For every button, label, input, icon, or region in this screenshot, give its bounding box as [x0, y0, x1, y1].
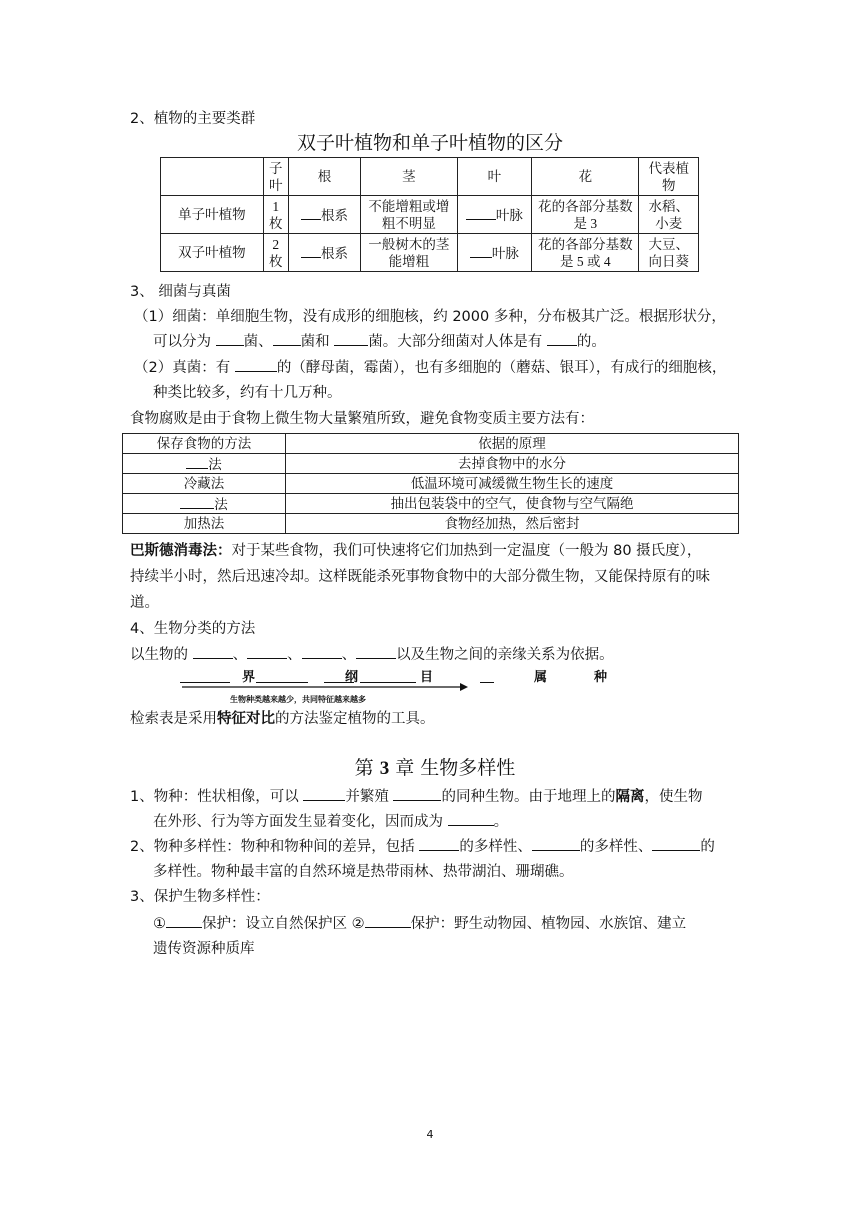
cell-flower: 花的各部分基数是 5 或 4	[532, 234, 639, 272]
food-preservation-table	[122, 433, 739, 534]
rank-kingdom: 界	[242, 670, 256, 685]
text-span: 1、物种：性状相像，可以	[130, 789, 304, 805]
page-number: 4	[426, 1128, 434, 1141]
row-label: 单子叶植物	[161, 196, 264, 234]
cell-text: 叶脉	[491, 246, 519, 261]
cell-cotyledon: 2枚	[263, 234, 288, 272]
fill-blank[interactable]	[235, 357, 277, 372]
text-span: 检索表是采用	[130, 711, 217, 727]
diversity-line2: 多样性。物种最丰富的自然环境是热带雨林、热带湖泊、珊瑚礁。	[153, 864, 574, 880]
header-cell: 根	[288, 158, 361, 196]
fill-blank[interactable]	[365, 913, 411, 928]
text-span: 的多样性、	[579, 839, 653, 855]
text-span: 第	[354, 757, 380, 779]
cell-text: 根系	[320, 208, 348, 223]
method-cell	[123, 494, 286, 514]
table-row	[161, 234, 699, 272]
reason-cell: 抽出包装袋中的空气，使食物与空气隔绝	[286, 494, 739, 514]
text-span: 以生物的	[130, 647, 193, 663]
section-heading-plant-groups: 2、植物的主要类群	[130, 111, 256, 127]
text-span: 的	[700, 839, 715, 855]
header-cell	[161, 158, 264, 196]
species-line2	[153, 811, 763, 833]
food-spoilage-intro: 食物腐败是由于食物上微生物大量繁殖所致，避免食物变质主要方法有：	[130, 411, 594, 427]
text-span: ①	[153, 916, 166, 932]
fill-blank[interactable]	[247, 644, 287, 659]
text-span: （2）真菌：有	[134, 360, 235, 376]
text-span: 、	[341, 647, 357, 663]
text-span: 菌、	[243, 334, 273, 350]
text-span: 、	[287, 647, 302, 663]
cell-example: 大豆、向日葵	[639, 234, 699, 272]
fungi-paragraph-line2: 种类比较多，约有十几万种。	[153, 385, 342, 401]
fill-blank[interactable]	[480, 668, 494, 683]
cell-root	[288, 196, 361, 234]
fill-blank[interactable]	[256, 668, 296, 683]
fill-blank[interactable]	[334, 331, 368, 346]
text-span: 以及生物之间的亲缘关系为依据。	[396, 647, 614, 663]
table-row	[123, 514, 739, 534]
reason-cell: 低温环境可减缓微生物生长的速度	[286, 474, 739, 494]
cell-root	[288, 234, 361, 272]
text-span: ，使生物	[644, 789, 703, 805]
fill-blank[interactable]	[652, 836, 700, 851]
cell-stem: 一般树木的茎能增粗	[361, 234, 457, 272]
text-span: 在外形、行为等方面发生显着变化，因而成为	[153, 814, 448, 830]
reason-cell: 去掉食物中的水分	[286, 454, 739, 474]
text-span: 可以分为	[153, 334, 216, 350]
emphasis-text: 特征对比	[217, 711, 275, 727]
fill-blank[interactable]	[547, 331, 577, 346]
pasteurization-line1	[130, 540, 740, 562]
cell-text: 法	[214, 497, 228, 512]
arrow-note: 生物种类越来越少，共同特征越来越多	[230, 695, 366, 704]
arrow-icon	[180, 682, 470, 692]
rank-species: 种	[594, 670, 608, 685]
rank-genus: 属	[534, 670, 548, 685]
pasteurization-label: 巴斯德消毒法：	[130, 543, 232, 559]
classification-basis-line	[130, 644, 740, 666]
cell-leaf	[457, 234, 532, 272]
bacteria-paragraph-line1: （1）细菌：单细胞生物，没有成形的细胞核，约 2000 多种，分布极其广泛。根据形状分，	[134, 309, 726, 325]
taxonomy-hierarchy	[180, 664, 640, 708]
cell-example: 水稻、小麦	[639, 196, 699, 234]
fill-blank[interactable]	[186, 454, 208, 469]
header-cell: 依据的原理	[286, 434, 739, 454]
section-heading-bacteria-fungi: 3、 细菌与真菌	[130, 284, 231, 300]
protection-heading: 3、保护生物多样性：	[130, 889, 270, 905]
key-method-line	[130, 708, 740, 730]
fill-blank[interactable]	[216, 331, 244, 346]
method-cell: 加热法	[123, 514, 286, 534]
bacteria-paragraph-line2	[153, 331, 763, 353]
text-span: 保护：野生动物园、植物园、水族馆、建立	[410, 916, 687, 932]
species-line1	[130, 786, 740, 808]
fill-blank[interactable]	[532, 836, 580, 851]
table-row	[161, 196, 699, 234]
text-span: 对于某些食物，我们可快速将它们加热到一定温度（一般为 80 摄氏度），	[231, 543, 702, 559]
header-cell: 花	[532, 158, 639, 196]
text-span: 2、物种多样性：物种和物种间的差异，包括	[130, 839, 420, 855]
text-span: 、	[232, 647, 248, 663]
table-header-row	[161, 158, 699, 196]
pasteurization-line2: 持续半小时，然后迅速冷却。这样既能杀死事物食物中的大部分微生物，又能保持原有的味	[130, 569, 710, 585]
plant-comparison-table	[160, 157, 699, 272]
text-span: 并繁殖	[345, 789, 394, 805]
table-title: 双子叶植物和单子叶植物的区分	[296, 132, 563, 154]
fill-blank[interactable]	[180, 668, 230, 683]
rank-class: 纲	[345, 670, 359, 685]
text-span: 章 生物多样性	[389, 757, 516, 779]
cell-text: 根系	[320, 246, 348, 261]
fill-blank[interactable]	[301, 243, 321, 258]
section-heading-classification: 4、生物分类的方法	[130, 621, 256, 637]
table-row	[123, 494, 739, 514]
fill-blank[interactable]	[180, 494, 214, 509]
protection-line2: 遗传资源种质库	[153, 941, 255, 957]
fill-blank[interactable]	[466, 205, 496, 220]
fill-blank[interactable]	[273, 331, 301, 346]
table-row	[123, 474, 739, 494]
diversity-line1	[130, 836, 740, 858]
fill-blank[interactable]	[294, 668, 308, 683]
cell-stem: 不能增粗或增粗不明显	[361, 196, 457, 234]
fill-blank[interactable]	[470, 243, 492, 258]
text-span: 的。	[576, 334, 606, 350]
text-span: 的方法鉴定植物的工具。	[275, 711, 435, 727]
reason-cell: 食物经加热，然后密封	[286, 514, 739, 534]
rank-order: 目	[420, 670, 434, 685]
chapter-number: 3	[379, 758, 390, 779]
chapter-title	[130, 755, 740, 782]
text-span: 菌和	[300, 334, 335, 350]
cell-flower: 花的各部分基数是 3	[532, 196, 639, 234]
header-cell: 叶	[457, 158, 532, 196]
method-cell	[123, 454, 286, 474]
header-cell: 茎	[361, 158, 457, 196]
fill-blank[interactable]	[356, 644, 396, 659]
fill-blank[interactable]	[166, 913, 202, 928]
fill-blank[interactable]	[303, 786, 345, 801]
pasteurization-line3: 道。	[130, 595, 159, 611]
text-span: 。	[493, 814, 509, 830]
fill-blank[interactable]	[448, 811, 494, 826]
fill-blank[interactable]	[419, 836, 459, 851]
emphasis-text: 隔离	[615, 789, 645, 805]
cell-text: 叶脉	[495, 208, 523, 223]
fill-blank[interactable]	[393, 786, 441, 801]
cell-text: 法	[208, 457, 222, 472]
header-cell: 子叶	[263, 158, 288, 196]
header-cell: 代表植物	[639, 158, 699, 196]
text-span: 菌。大部分细菌对人体是有	[368, 334, 547, 350]
text-span: 的多样性、	[459, 839, 532, 855]
table-row	[123, 454, 739, 474]
row-label: 双子叶植物	[161, 234, 264, 272]
fill-blank[interactable]	[302, 644, 342, 659]
fill-blank[interactable]	[193, 644, 233, 659]
text-span: 保护：设立自然保护区 ②	[202, 916, 365, 932]
fill-blank[interactable]	[301, 205, 321, 220]
text-span: 的（酵母菌，霉菌），也有多细胞的（蘑菇、银耳），有成行的细胞核，	[276, 360, 727, 376]
fill-blank[interactable]	[360, 668, 416, 683]
cell-leaf	[457, 196, 532, 234]
text-span: 的同种生物。由于地理上的	[441, 789, 616, 805]
header-cell: 保存食物的方法	[123, 434, 286, 454]
protection-line1	[153, 913, 763, 935]
method-cell: 冷藏法	[123, 474, 286, 494]
fungi-paragraph-line1	[134, 357, 744, 379]
table-header-row	[123, 434, 739, 454]
cell-cotyledon: 1枚	[263, 196, 288, 234]
